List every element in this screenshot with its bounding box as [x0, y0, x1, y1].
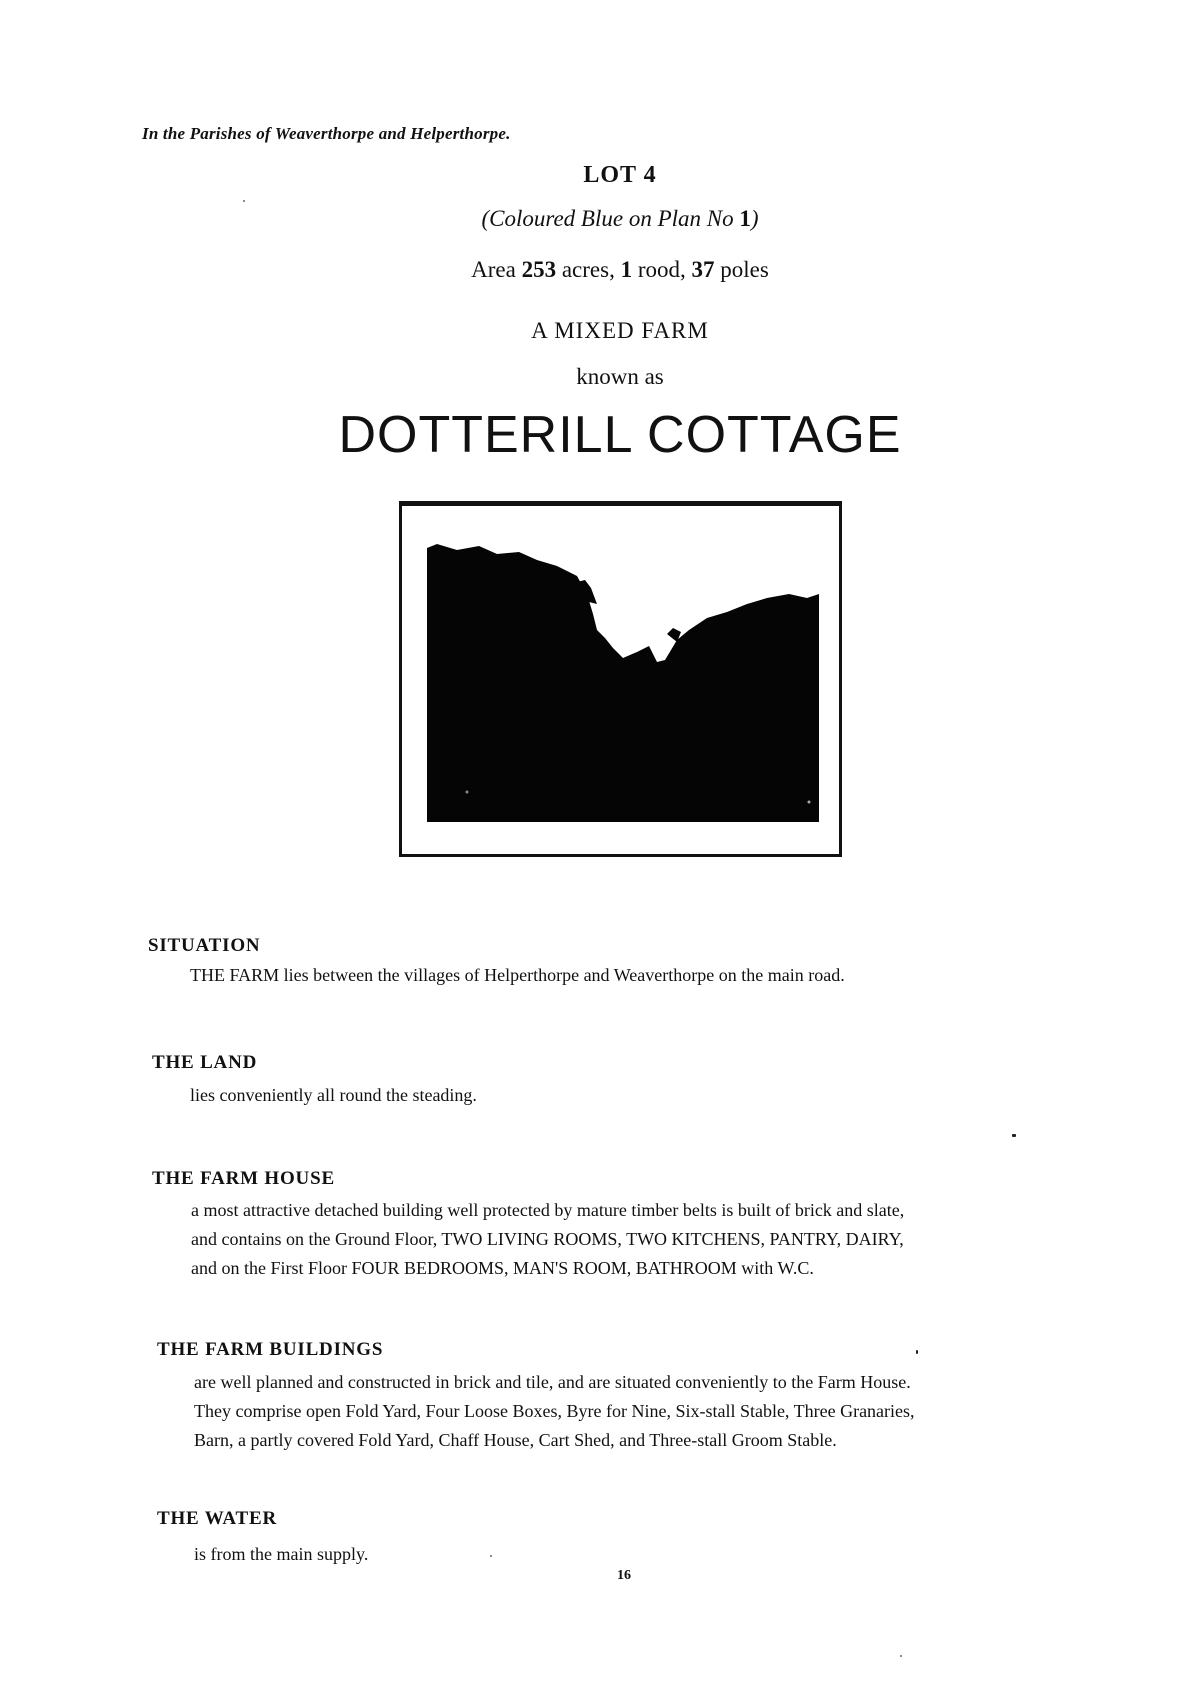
- area-rood: 1: [620, 257, 633, 282]
- area-acres: 253: [521, 257, 557, 282]
- land-line: lies conveniently all round the steading.: [190, 1085, 477, 1105]
- plan-reference-close: ): [750, 206, 759, 231]
- photo-frame: [399, 503, 842, 857]
- situation-heading: SITUATION: [148, 935, 261, 956]
- scan-speck: [916, 1350, 918, 1354]
- farm-house-text: [191, 1196, 904, 1283]
- page-number: 16: [617, 1568, 631, 1583]
- plan-reference-text: (Coloured Blue on Plan No: [481, 206, 734, 231]
- area-poles: 37: [691, 257, 715, 282]
- water-line: is from the main supply.: [194, 1544, 369, 1564]
- known-as: known as: [576, 364, 664, 389]
- farm-buildings-line: are well planned and constructed in brick and tile, and are situated conveniently to the Farm House.: [194, 1372, 911, 1392]
- situation-text: [190, 961, 845, 990]
- land-heading: THE LAND: [152, 1052, 258, 1073]
- scan-speck: [900, 1655, 902, 1657]
- farm-house-line: and on the First Floor FOUR BEDROOMS, MAN'S ROOM, BATHROOM with W.C.: [191, 1258, 814, 1278]
- area-line: [471, 257, 769, 283]
- area-poles-unit: poles: [720, 257, 769, 282]
- parishes-caption: In the Parishes of Weaverthorpe and Helperthorpe.: [142, 124, 511, 143]
- land-text: [190, 1081, 477, 1110]
- plan-reference: [481, 206, 758, 232]
- farm-photo: [427, 542, 819, 822]
- farm-house-heading: THE FARM HOUSE: [152, 1168, 335, 1189]
- farm-type: A MIXED FARM: [531, 318, 709, 343]
- farm-buildings-text: [194, 1368, 915, 1455]
- farm-house-line: and contains on the Ground Floor, TWO LIVING ROOMS, TWO KITCHENS, PANTRY, DAIRY,: [191, 1229, 904, 1249]
- area-rood-unit: rood,: [637, 257, 686, 282]
- scan-speck: [243, 200, 245, 202]
- farm-house-line: a most attractive detached building well protected by mature timber belts is built of brick and slate,: [191, 1200, 905, 1220]
- scan-speck: [490, 1555, 492, 1557]
- area-acres-unit: acres,: [561, 257, 615, 282]
- plan-reference-number: 1: [739, 206, 751, 231]
- farm-buildings-line: They comprise open Fold Yard, Four Loose Boxes, Byre for Nine, Six-stall Stable, Three Granaries,: [194, 1401, 915, 1421]
- situation-line: THE FARM lies between the villages of Helperthorpe and Weaverthorpe on the main road.: [190, 965, 845, 985]
- farm-name: DOTTERILL COTTAGE: [338, 406, 902, 464]
- water-text: [194, 1540, 368, 1569]
- lot-number: LOT 4: [583, 162, 657, 188]
- farm-buildings-heading: THE FARM BUILDINGS: [157, 1339, 384, 1360]
- farm-buildings-line: Barn, a partly covered Fold Yard, Chaff House, Cart Shed, and Three-stall Groom Stable.: [194, 1430, 837, 1450]
- scan-speck: [1012, 1134, 1016, 1137]
- area-label: Area: [471, 257, 516, 282]
- water-heading: THE WATER: [157, 1508, 278, 1529]
